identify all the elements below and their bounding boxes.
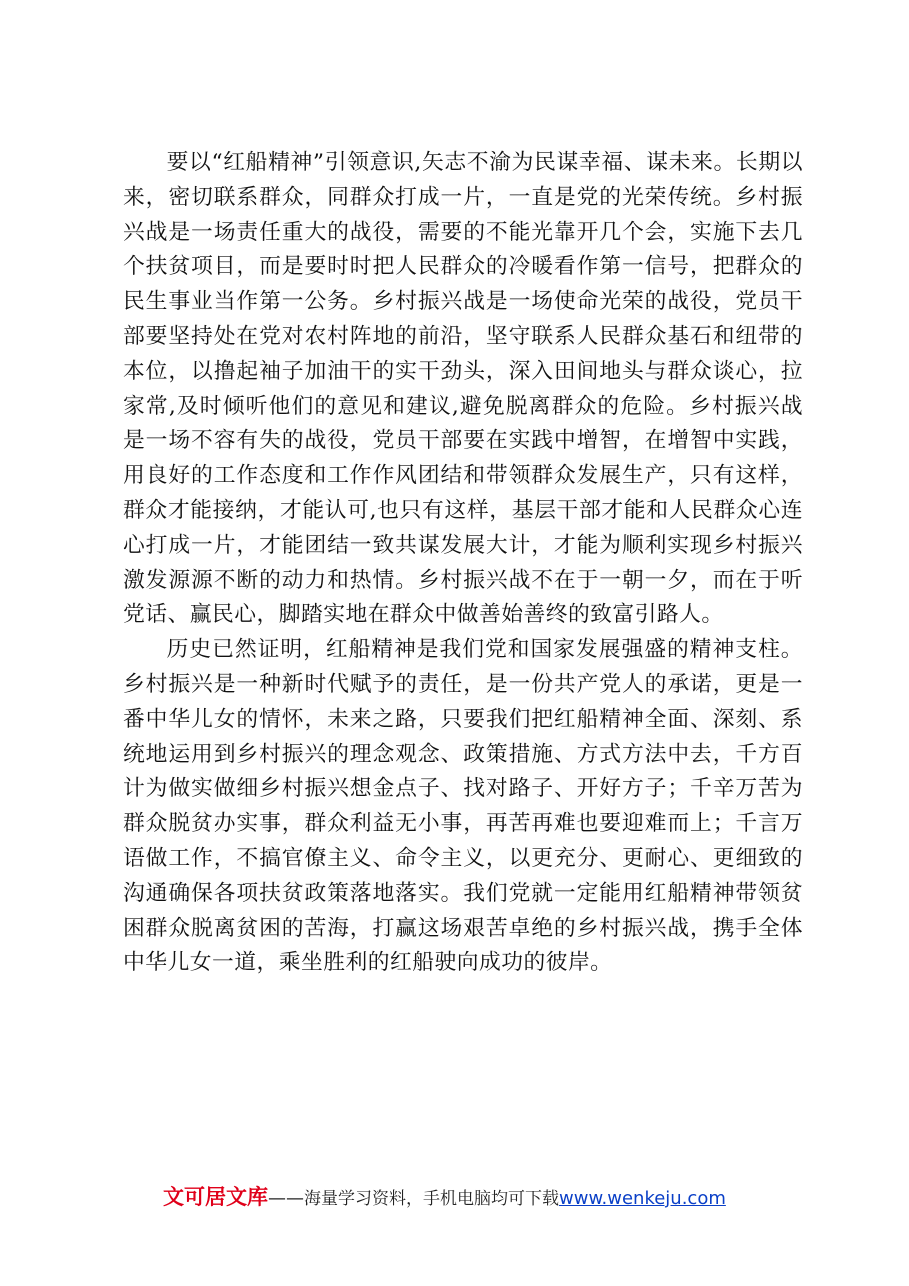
footer-site-link[interactable]: www.wenkeju.com [559,1188,726,1209]
paragraph-2: 历史已然证明，红船精神是我们党和国家发展强盛的精神支柱。乡村振兴是一种新时代赋予的责任，是一份共产党人的承诺，更是一番中华儿女的情怀，未来之路，只要我们把红船精神全面、深刻、系统地运用到乡村振兴的理念观念、政策措施、方式方法中去，千方百计为做实做细乡村振兴想金点子、找对路子、开好方子；千辛万苦为群众脱贫办实事，群众利益无小事，再苦再难也要迎难而上；千言万语做工作，不搞官僚主义、命令主义，以更充分、更耐心、更细致的沟通确保各项扶贫政策落地落实。我们党就一定能用红船精神带领贫困群众脱离贫困的苦海，打赢这场艰苦卓绝的乡村振兴战，携手全体中华儿女一道，乘坐胜利的红船驶向成功的彼岸。 [123,637,803,976]
footer-slogan: 海量学习资料，手机电脑均可下载 [304,1189,559,1209]
footer-banner [163,1183,803,1211]
footer-dash: —— [268,1188,304,1209]
paragraph-1: 要以“红船精神”引领意识,矢志不渝为民谋幸福、谋未来。长期以来，密切联系群众，同群众打成一片，一直是党的光荣传统。乡村振兴战是一场责任重大的战役，需要的不能光靠开几个会，实施下去几个扶贫项目，而是要时时把人民群众的冷暖看作第一信号，把群众的民生事业当作第一公务。乡村振兴战是一场使命光荣的战役，党员干部要坚持处在党对农村阵地的前沿，坚守联系人民群众基石和纽带的本位，以撸起袖子加油干的实干劲头，深入田间地头与群众谈心，拉家常,及时倾听他们的意见和建议,避免脱离群众的危险。乡村振兴战是一场不容有失的战役，党员干部要在实践中增智，在增智中实践，用良好的工作态度和工作作风团结和带领群众发展生产，只有这样，群众才能接纳，才能认可,也只有这样，基层干部才能和人民群众心连心打成一片，才能团结一致共谋发展大计，才能为顺利实现乡村振兴激发源源不断的动力和热情。乡村振兴战不在于一朝一夕，而在于听党话、赢民心，脚踏实地在群众中做善始善终的致富引路人。 [123,150,803,628]
document-body [123,146,803,981]
footer-brand: 文可居文库 [163,1185,268,1209]
